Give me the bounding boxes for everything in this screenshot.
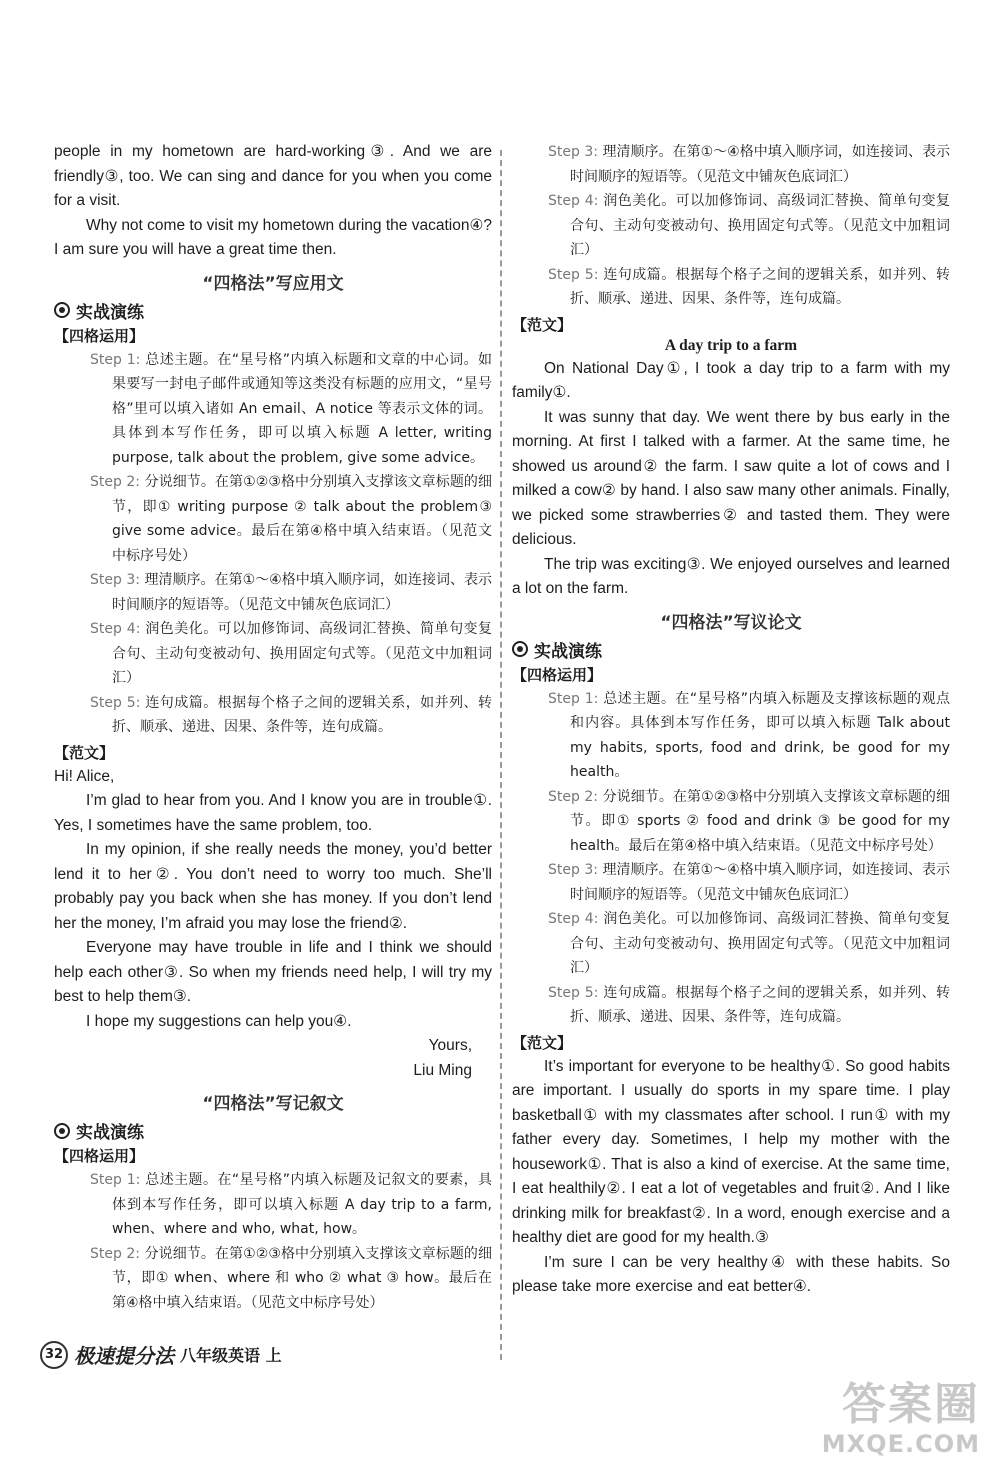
letter-para-3: Everyone may have trouble in life and I think we should help each other③. So when my friends need help, I will try my best to help them③. xyxy=(54,939,492,1005)
practice-heading xyxy=(54,1118,492,1143)
step-label: Step 5: xyxy=(548,984,599,1001)
section-title-argumentative: “四格法”写议论文 xyxy=(660,612,802,633)
watermark-text: 答案圈 xyxy=(842,1379,980,1430)
step-3 xyxy=(530,140,950,189)
practice-label: 实战演练 xyxy=(76,1123,144,1143)
step-label: Step 1: xyxy=(90,351,141,368)
page-footer xyxy=(40,1340,282,1369)
four-grid-tag: 【四格运用】 xyxy=(54,326,145,345)
step-label: Step 3: xyxy=(548,144,598,160)
step-text: 润色美化。可以加修饰词、高级词汇替换、简单句变复合句、主动句变被动句、换用固定句式等。（见范文中加粗词汇） xyxy=(570,193,951,258)
target-icon xyxy=(512,641,528,657)
step-5 xyxy=(530,263,950,312)
step-5 xyxy=(530,981,950,1030)
section-title-narrative: “四格法”写记叙文 xyxy=(202,1094,344,1114)
step-2 xyxy=(72,1242,492,1316)
step-label: Step 5: xyxy=(90,694,141,711)
step-label: Step 2: xyxy=(90,1245,141,1262)
step-4 xyxy=(530,189,950,263)
step-label: Step 3: xyxy=(548,862,598,878)
practice-label: 实战演练 xyxy=(534,641,602,662)
step-3 xyxy=(72,568,492,617)
step-label: Step 4: xyxy=(90,621,141,637)
target-icon xyxy=(54,1123,70,1139)
watermark xyxy=(822,1380,980,1458)
step-1 xyxy=(72,1168,492,1242)
step-label: Step 2: xyxy=(90,474,141,490)
step-text: 理清顺序。在第①～④格中填入顺序词，如连接词、表示时间顺序的短语等。（见范文中铺灰色底词汇） xyxy=(112,572,493,613)
letter-para-4: I hope my suggestions can help you④. xyxy=(86,1012,352,1030)
intro-para-1: people in my hometown are hard-working③. And we are friendly③, too. We can sing and dance for you when you come for a visit. xyxy=(54,143,492,209)
step-text: 分说细节。在第①②③格中分别填入支撑该文章标题的细节，即① writing purpose ② talk about the problem③ give some advice。最后在第④格中填入结束语。（见范文中标序号处） xyxy=(112,474,493,564)
step-text: 连句成篇。根据每个格子之间的逻辑关系，如并列、转折、顺承、递进、因果、条件等，连句成篇。 xyxy=(570,984,951,1025)
right-column xyxy=(512,140,950,1300)
step-1 xyxy=(72,348,492,471)
step-label: Step 5: xyxy=(548,266,599,283)
step-1 xyxy=(530,687,950,785)
letter-closing: Yours, xyxy=(428,1037,472,1054)
step-text: 理清顺序。在第①～④格中填入顺序词，如连接词、表示时间顺序的短语等。（见范文中铺灰色底词汇） xyxy=(570,144,951,185)
step-3 xyxy=(530,858,950,907)
step-4 xyxy=(530,907,950,981)
step-label: Step 4: xyxy=(548,193,599,209)
step-label: Step 1: xyxy=(90,1172,141,1188)
step-2 xyxy=(72,470,492,568)
step-text: 连句成篇。根据每个格子之间的逻辑关系，如并列、转折、顺承、递进、因果、条件等，连句成篇。 xyxy=(570,266,951,307)
letter-para-1: I’m glad to hear from you. And I know you are in trouble①. Yes, I sometimes have the same problem, too. xyxy=(54,792,492,834)
sample-title: A day trip to a farm xyxy=(664,336,798,354)
letter-para-2: In my opinion, if she really needs the money, you’d better lend it to her②. You don’t need to worry too much. She’ll probably pay you back when she has money. If you don’t lend her the money, I’m afraid you may lose the friend②. xyxy=(54,841,492,932)
narrative-para-1: On National Day①, I took a day trip to a farm with my family①. xyxy=(512,359,950,401)
watermark-url: MXQE.COM xyxy=(821,1430,980,1458)
step-2 xyxy=(530,785,950,859)
narrative-para-2: It was sunny that day. We went there by bus early in the morning. At first I talked with a farmer. At the same time, he showed us around② the farm. I saw quite a lot of cows and I milked a cow② by hand. I also saw many other animals. Finally, we picked some strawberries② and tasted them. They were delicious. xyxy=(512,408,950,548)
step-text: 润色美化。可以加修饰词、高级词汇替换、简单句变复合句、主动句变被动句、换用固定句式等。（见范文中加粗词汇） xyxy=(112,621,493,686)
left-column xyxy=(54,140,492,1315)
step-4 xyxy=(72,617,492,691)
four-grid-tag: 【四格运用】 xyxy=(54,1147,145,1165)
step-label: Step 4: xyxy=(548,911,599,927)
step-label: Step 1: xyxy=(548,690,599,707)
letter-signature: Liu Ming xyxy=(413,1061,472,1079)
step-5 xyxy=(72,691,492,740)
step-text: 总述主题。在“星号格”内填入标题及记叙文的要素，具体到本写作任务，即可以填入标题 A day trip to a farm, when、where and who, what, how。 xyxy=(112,1172,493,1237)
sample-tag: 【范文】 xyxy=(512,315,573,334)
intro-para-2: Why not come to visit my hometown during the vacation④? I am sure you will have a great time then. xyxy=(54,216,492,258)
letter-greeting: Hi! Alice, xyxy=(54,767,115,785)
step-label: Step 3: xyxy=(90,572,140,588)
practice-heading xyxy=(54,298,492,323)
section-title-practical: “四格法”写应用文 xyxy=(202,273,344,294)
argument-para-2: I’m sure I can be very healthy④ with these habits. So please take more exercise and eat better④. xyxy=(512,1253,950,1295)
target-icon xyxy=(54,302,70,318)
grade-label: 八年级英语 上 xyxy=(180,1346,282,1365)
sample-tag: 【范文】 xyxy=(54,743,115,762)
step-text: 总述主题。在“星号格”内填入标题及支撑该标题的观点和内容。具体到本写作任务，即可以填入标题 Talk about my habits, sports, food and drink, be good for my health。 xyxy=(570,690,951,780)
practice-label: 实战演练 xyxy=(76,302,144,323)
brand-name: 极速提分法 xyxy=(74,1344,174,1368)
four-grid-tag: 【四格运用】 xyxy=(512,665,603,684)
step-text: 连句成篇。根据每个格子之间的逻辑关系，如并列、转折、顺承、递进、因果、条件等，连句成篇。 xyxy=(112,694,493,735)
argument-para-1: It’s important for everyone to be healthy①. So good habits are important. I usually do sports in my spare time. I play basketball① with my classmates after school. I run① with my father every day. Sometimes, I help my mother with the housework①. That is also a kind of exercise. At the same time, I eat healthily②. I eat a lot of vegetables and fruit②. And I like drinking milk for breakfast②. In a word, enough exercise and a healthy diet are good for my health.③ xyxy=(512,1057,950,1246)
step-text: 分说细节。在第①②③格中分别填入支撑该文章标题的细节。即① sports ② food and drink ③ be good for my health。最后在第④格中填入结束语。（见范文中标序号处） xyxy=(570,788,951,854)
step-label: Step 2: xyxy=(548,788,599,805)
step-text: 润色美化。可以加修饰词、高级词汇替换、简单句变复合句、主动句变被动句、换用固定句式等。（见范文中加粗词汇） xyxy=(570,911,951,976)
step-text: 总述主题。在“星号格”内填入标题和文章的中心词。如果要写一封电子邮件或通知等这类没有标题的应用文，“星号格”里可以填入诸如 An email、A notice 等表示文体的词。具体到本写作任务，即可以填入标题 A letter, writing purpose, talk about the problem, give some advice。 xyxy=(112,351,493,466)
sample-tag: 【范文】 xyxy=(512,1033,573,1052)
page-number: 32 xyxy=(40,1341,68,1369)
column-divider xyxy=(500,150,502,1360)
practice-heading xyxy=(512,637,950,662)
step-text: 理清顺序。在第①～④格中填入顺序词，如连接词、表示时间顺序的短语等。（见范文中铺灰色底词汇） xyxy=(570,862,951,903)
step-text: 分说细节。在第①②③格中分别填入支撑该文章标题的细节，即① when、where 和 who ② what ③ how。最后在第④格中填入结束语。（见范文中标序号处） xyxy=(112,1245,493,1311)
narrative-para-3: The trip was exciting③. We enjoyed ourselves and learned a lot on the farm. xyxy=(512,555,950,597)
